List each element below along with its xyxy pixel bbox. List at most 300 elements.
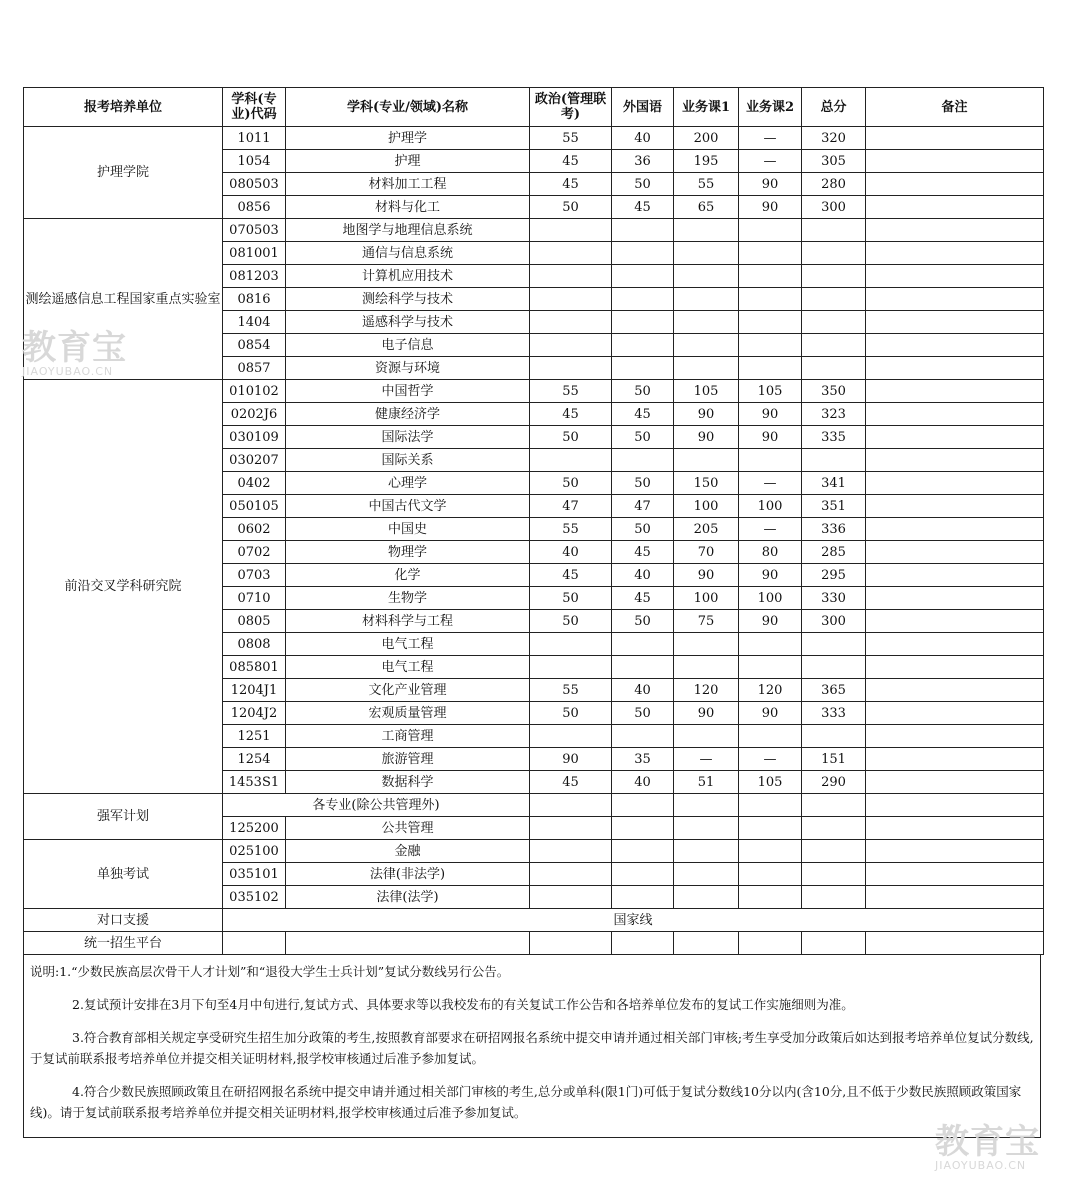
- remark-cell: [866, 127, 1044, 150]
- course1-cell: [674, 817, 739, 840]
- note-1: 说明:1.“少数民族高层次骨干人才计划”和“退役大学生士兵计划”复试分数线另行公告。: [30, 964, 510, 979]
- foreign-score-cell: [612, 219, 674, 242]
- watermark-right: [935, 1122, 1040, 1172]
- foreign-cell: [612, 886, 674, 909]
- course1-score-cell: [674, 656, 739, 679]
- total-score-cell: [802, 288, 866, 311]
- major-name-cell: 通信与信息系统: [286, 242, 530, 265]
- code-cell: 081001: [223, 242, 286, 265]
- total-score-cell: 336: [802, 518, 866, 541]
- course2-score-cell: 90: [739, 702, 802, 725]
- politics-score-cell: 50: [530, 702, 612, 725]
- remark-cell: [866, 426, 1044, 449]
- politics-score-cell: [530, 242, 612, 265]
- code-cell: 030207: [223, 449, 286, 472]
- course2-cell: [739, 840, 802, 863]
- watermark-brand: 教育宝: [935, 1122, 1040, 1162]
- remark-cell: [866, 587, 1044, 610]
- header-code: 学科(专业)代码: [223, 88, 286, 127]
- course2-score-cell: 120: [739, 679, 802, 702]
- politics-score-cell: [530, 633, 612, 656]
- header-course1: 业务课1: [674, 88, 739, 127]
- foreign-score-cell: 50: [612, 380, 674, 403]
- course1-score-cell: 120: [674, 679, 739, 702]
- major-name-cell: 计算机应用技术: [286, 265, 530, 288]
- remark-cell: [866, 219, 1044, 242]
- total-score-cell: 295: [802, 564, 866, 587]
- table-row: [24, 932, 1044, 955]
- foreign-score-cell: 40: [612, 679, 674, 702]
- politics-score-cell: 45: [530, 403, 612, 426]
- politics-cell: [530, 794, 612, 817]
- code-cell: 1204J1: [223, 679, 286, 702]
- code-cell: 0710: [223, 587, 286, 610]
- foreign-score-cell: 50: [612, 610, 674, 633]
- course2-score-cell: [739, 334, 802, 357]
- foreign-score-cell: 40: [612, 771, 674, 794]
- course1-score-cell: [674, 357, 739, 380]
- course1-score-cell: [674, 334, 739, 357]
- code-cell: 070503: [223, 219, 286, 242]
- politics-cell: [530, 817, 612, 840]
- politics-cell: [530, 840, 612, 863]
- politics-score-cell: [530, 656, 612, 679]
- politics-score-cell: [530, 219, 612, 242]
- major-name-cell: 地图学与地理信息系统: [286, 219, 530, 242]
- foreign-score-cell: 50: [612, 702, 674, 725]
- code-cell: 1254: [223, 748, 286, 771]
- code-cell: 0202J6: [223, 403, 286, 426]
- total-score-cell: 365: [802, 679, 866, 702]
- course1-score-cell: [674, 449, 739, 472]
- total-score-cell: [802, 242, 866, 265]
- major-name-cell: 材料科学与工程: [286, 610, 530, 633]
- code-cell: 1251: [223, 725, 286, 748]
- course2-score-cell: 90: [739, 426, 802, 449]
- major-name-cell: 工商管理: [286, 725, 530, 748]
- remark-cell: [866, 679, 1044, 702]
- politics-score-cell: 47: [530, 495, 612, 518]
- remark-cell: [866, 288, 1044, 311]
- course2-cell: [739, 794, 802, 817]
- total-score-cell: 320: [802, 127, 866, 150]
- remark-cell: [866, 932, 1044, 955]
- course2-score-cell: 90: [739, 564, 802, 587]
- remark-cell: [866, 771, 1044, 794]
- code-cell: 0856: [223, 196, 286, 219]
- total-score-cell: 280: [802, 173, 866, 196]
- foreign-score-cell: 45: [612, 541, 674, 564]
- course1-cell: [674, 840, 739, 863]
- note-3: 3.符合教育部相关规定享受研究生招生加分政策的考生,按照教育部要求在研招网报名系统中提交申请并通过相关部门审核;考生享受加分政策后如达到报考培养单位复试分数线,于复试前联系报考培养单位并提交相关证明材料,报学校审核通过后准予参加复试。: [30, 1030, 1034, 1066]
- foreign-score-cell: 40: [612, 127, 674, 150]
- total-score-cell: 351: [802, 495, 866, 518]
- remark-cell: [866, 357, 1044, 380]
- foreign-score-cell: 45: [612, 196, 674, 219]
- unit-cell: 单独考试: [24, 840, 223, 909]
- foreign-score-cell: [612, 449, 674, 472]
- code-cell: 085801: [223, 656, 286, 679]
- total-score-cell: 350: [802, 380, 866, 403]
- table-body: [24, 127, 1044, 955]
- politics-score-cell: [530, 311, 612, 334]
- politics-score-cell: [530, 334, 612, 357]
- score-table: [23, 87, 1044, 955]
- foreign-score-cell: 45: [612, 587, 674, 610]
- watermark-left: [22, 328, 127, 378]
- foreign-score-cell: [612, 242, 674, 265]
- major-name-cell: 公共管理: [286, 817, 530, 840]
- course1-score-cell: 195: [674, 150, 739, 173]
- foreign-score-cell: [612, 633, 674, 656]
- code-cell: 0702: [223, 541, 286, 564]
- course1-score-cell: 205: [674, 518, 739, 541]
- course1-score-cell: 105: [674, 380, 739, 403]
- course1-score-cell: 51: [674, 771, 739, 794]
- total-score-cell: [802, 265, 866, 288]
- course1-score-cell: 100: [674, 587, 739, 610]
- total-score-cell: [802, 449, 866, 472]
- politics-score-cell: 45: [530, 564, 612, 587]
- major-name-cell: 资源与环境: [286, 357, 530, 380]
- course1-cell: [674, 863, 739, 886]
- major-name-cell: 法律(法学): [286, 886, 530, 909]
- course1-score-cell: 90: [674, 702, 739, 725]
- code-cell: 1011: [223, 127, 286, 150]
- major-name-cell: 旅游管理: [286, 748, 530, 771]
- course2-score-cell: 80: [739, 541, 802, 564]
- politics-score-cell: [530, 725, 612, 748]
- foreign-score-cell: 50: [612, 472, 674, 495]
- course2-cell: [739, 886, 802, 909]
- total-score-cell: 290: [802, 771, 866, 794]
- remark-cell: [866, 610, 1044, 633]
- code-cell: 0808: [223, 633, 286, 656]
- total-score-cell: 305: [802, 150, 866, 173]
- major-name-cell: 法律(非法学): [286, 863, 530, 886]
- course1-score-cell: [674, 242, 739, 265]
- major-name-cell: 文化产业管理: [286, 679, 530, 702]
- code-cell: 0703: [223, 564, 286, 587]
- course1-score-cell: 65: [674, 196, 739, 219]
- course2-score-cell: —: [739, 748, 802, 771]
- header-unit: 报考培养单位: [24, 88, 223, 127]
- course1-cell: [674, 794, 739, 817]
- course1-score-cell: 150: [674, 472, 739, 495]
- foreign-score-cell: 36: [612, 150, 674, 173]
- course2-score-cell: 90: [739, 173, 802, 196]
- course2-score-cell: —: [739, 518, 802, 541]
- code-cell: 080503: [223, 173, 286, 196]
- major-name-cell: 物理学: [286, 541, 530, 564]
- table-row: [24, 127, 1044, 150]
- notes-section: [23, 955, 1041, 1138]
- foreign-score-cell: 50: [612, 173, 674, 196]
- major-name-cell: 材料与化工: [286, 196, 530, 219]
- major-name-cell: 电子信息: [286, 334, 530, 357]
- code-cell: 0854: [223, 334, 286, 357]
- major-name-cell: 材料加工工程: [286, 173, 530, 196]
- total-score-cell: 341: [802, 472, 866, 495]
- politics-score-cell: 55: [530, 127, 612, 150]
- course2-cell: [739, 863, 802, 886]
- major-name-cell: 测绘科学与技术: [286, 288, 530, 311]
- header-foreign: 外国语: [612, 88, 674, 127]
- code-cell: 050105: [223, 495, 286, 518]
- politics-score-cell: [530, 265, 612, 288]
- code-cell: 025100: [223, 840, 286, 863]
- major-name-cell: 宏观质量管理: [286, 702, 530, 725]
- politics-cell: [530, 863, 612, 886]
- politics-score-cell: 55: [530, 518, 612, 541]
- politics-score-cell: [530, 288, 612, 311]
- foreign-cell: [612, 794, 674, 817]
- total-score-cell: [802, 334, 866, 357]
- remark-cell: [866, 541, 1044, 564]
- course2-score-cell: 90: [739, 403, 802, 426]
- foreign-score-cell: [612, 265, 674, 288]
- course2-cell: [739, 817, 802, 840]
- header-remark: 备注: [866, 88, 1044, 127]
- total-score-cell: 285: [802, 541, 866, 564]
- code-cell: 035102: [223, 886, 286, 909]
- remark-cell: [866, 702, 1044, 725]
- code-cell: 035101: [223, 863, 286, 886]
- remark-cell: [866, 656, 1044, 679]
- course1-score-cell: [674, 311, 739, 334]
- total-cell: [802, 886, 866, 909]
- foreign-score-cell: 50: [612, 426, 674, 449]
- remark-cell: [866, 150, 1044, 173]
- course1-score-cell: —: [674, 748, 739, 771]
- code-cell: 0602: [223, 518, 286, 541]
- total-cell: [802, 794, 866, 817]
- course2-score-cell: 105: [739, 380, 802, 403]
- table-row: [24, 219, 1044, 242]
- course1-score-cell: [674, 633, 739, 656]
- politics-score-cell: 55: [530, 380, 612, 403]
- foreign-score-cell: 45: [612, 403, 674, 426]
- remark-cell: [866, 472, 1044, 495]
- unit-cell: 对口支援: [24, 909, 223, 932]
- politics-score-cell: 50: [530, 426, 612, 449]
- table-row: [24, 840, 1044, 863]
- remark-cell: [866, 840, 1044, 863]
- course2-score-cell: [739, 656, 802, 679]
- major-name-cell: 金融: [286, 840, 530, 863]
- code-cell: 1453S1: [223, 771, 286, 794]
- foreign-cell: [612, 817, 674, 840]
- course1-cell: [674, 932, 739, 955]
- course2-score-cell: 105: [739, 771, 802, 794]
- code-cell: 0402: [223, 472, 286, 495]
- total-score-cell: 151: [802, 748, 866, 771]
- remark-cell: [866, 794, 1044, 817]
- header-name: 学科(专业/领域)名称: [286, 88, 530, 127]
- table-row: [24, 380, 1044, 403]
- code-cell: 0816: [223, 288, 286, 311]
- total-score-cell: 330: [802, 587, 866, 610]
- note-2: 2.复试预计安排在3月下旬至4月中旬进行,复试方式、具体要求等以我校发布的有关复试工作公告和各培养单位发布的复试工作实施细则为准。: [72, 997, 854, 1012]
- major-name-cell: 中国古代文学: [286, 495, 530, 518]
- major-name-cell: 化学: [286, 564, 530, 587]
- course2-score-cell: [739, 311, 802, 334]
- foreign-score-cell: [612, 725, 674, 748]
- course2-score-cell: [739, 242, 802, 265]
- header-politics: 政治(管理联考): [530, 88, 612, 127]
- total-score-cell: 300: [802, 196, 866, 219]
- remark-cell: [866, 495, 1044, 518]
- course2-cell: [739, 932, 802, 955]
- politics-score-cell: 55: [530, 679, 612, 702]
- foreign-score-cell: 35: [612, 748, 674, 771]
- header-row: [24, 88, 1044, 127]
- table-row: [24, 909, 1044, 932]
- major-name-cell: 各专业(除公共管理外): [223, 794, 530, 817]
- foreign-score-cell: [612, 311, 674, 334]
- politics-score-cell: 45: [530, 771, 612, 794]
- total-score-cell: [802, 311, 866, 334]
- course1-score-cell: 55: [674, 173, 739, 196]
- course2-score-cell: [739, 449, 802, 472]
- politics-score-cell: 45: [530, 173, 612, 196]
- course1-score-cell: 90: [674, 564, 739, 587]
- major-name-cell: 护理: [286, 150, 530, 173]
- unit-cell: 统一招生平台: [24, 932, 223, 955]
- remark-cell: [866, 886, 1044, 909]
- remark-cell: [866, 196, 1044, 219]
- watermark-brand: 教育宝: [22, 328, 127, 368]
- course2-score-cell: [739, 265, 802, 288]
- national-line-cell: 国家线: [223, 909, 1044, 932]
- course2-score-cell: —: [739, 127, 802, 150]
- watermark-domain: JIAOYUBAO.CN: [22, 365, 114, 378]
- total-score-cell: [802, 656, 866, 679]
- code-cell: 0857: [223, 357, 286, 380]
- code-cell: 010102: [223, 380, 286, 403]
- total-cell: [802, 840, 866, 863]
- total-score-cell: [802, 633, 866, 656]
- major-name-cell: 健康经济学: [286, 403, 530, 426]
- politics-score-cell: 50: [530, 196, 612, 219]
- watermark-domain: JIAOYUBAO.CN: [935, 1159, 1027, 1172]
- header-course2: 业务课2: [739, 88, 802, 127]
- remark-cell: [866, 403, 1044, 426]
- remark-cell: [866, 817, 1044, 840]
- major-name-cell: 生物学: [286, 587, 530, 610]
- header-total: 总分: [802, 88, 866, 127]
- major-name-cell: 中国史: [286, 518, 530, 541]
- course2-score-cell: 90: [739, 196, 802, 219]
- course2-score-cell: [739, 288, 802, 311]
- politics-cell: [530, 886, 612, 909]
- major-name-cell: 数据科学: [286, 771, 530, 794]
- total-score-cell: [802, 357, 866, 380]
- total-score-cell: 300: [802, 610, 866, 633]
- remark-cell: [866, 748, 1044, 771]
- politics-score-cell: [530, 357, 612, 380]
- foreign-score-cell: [612, 357, 674, 380]
- code-cell: 0805: [223, 610, 286, 633]
- code-cell: 1204J2: [223, 702, 286, 725]
- remark-cell: [866, 311, 1044, 334]
- course1-score-cell: [674, 265, 739, 288]
- remark-cell: [866, 334, 1044, 357]
- course2-score-cell: 90: [739, 610, 802, 633]
- unit-cell: 强军计划: [24, 794, 223, 840]
- course1-score-cell: 200: [674, 127, 739, 150]
- unit-cell: 前沿交叉学科研究院: [24, 380, 223, 794]
- foreign-score-cell: [612, 334, 674, 357]
- remark-cell: [866, 863, 1044, 886]
- unit-cell: 护理学院: [24, 127, 223, 219]
- foreign-score-cell: 40: [612, 564, 674, 587]
- total-score-cell: 333: [802, 702, 866, 725]
- politics-score-cell: 50: [530, 610, 612, 633]
- remark-cell: [866, 449, 1044, 472]
- course1-score-cell: [674, 219, 739, 242]
- course2-score-cell: [739, 219, 802, 242]
- code-cell: 125200: [223, 817, 286, 840]
- table-row: [24, 794, 1044, 817]
- politics-score-cell: [530, 449, 612, 472]
- course2-score-cell: [739, 725, 802, 748]
- course1-cell: [674, 886, 739, 909]
- course1-score-cell: [674, 725, 739, 748]
- remark-cell: [866, 725, 1044, 748]
- remark-cell: [866, 173, 1044, 196]
- total-score-cell: 323: [802, 403, 866, 426]
- total-cell: [802, 817, 866, 840]
- major-name-cell: 电气工程: [286, 633, 530, 656]
- course2-score-cell: [739, 633, 802, 656]
- foreign-score-cell: 47: [612, 495, 674, 518]
- major-name-cell: [286, 932, 530, 955]
- course1-score-cell: 100: [674, 495, 739, 518]
- politics-score-cell: 90: [530, 748, 612, 771]
- code-cell: 1404: [223, 311, 286, 334]
- politics-score-cell: 50: [530, 587, 612, 610]
- major-name-cell: 遥感科学与技术: [286, 311, 530, 334]
- foreign-score-cell: [612, 656, 674, 679]
- course1-score-cell: 75: [674, 610, 739, 633]
- foreign-cell: [612, 840, 674, 863]
- major-name-cell: 电气工程: [286, 656, 530, 679]
- remark-cell: [866, 380, 1044, 403]
- remark-cell: [866, 564, 1044, 587]
- course2-score-cell: 100: [739, 587, 802, 610]
- course1-score-cell: [674, 288, 739, 311]
- remark-cell: [866, 633, 1044, 656]
- politics-cell: [530, 932, 612, 955]
- total-score-cell: [802, 725, 866, 748]
- total-cell: [802, 932, 866, 955]
- major-name-cell: 护理学: [286, 127, 530, 150]
- code-cell: 081203: [223, 265, 286, 288]
- remark-cell: [866, 242, 1044, 265]
- code-cell: 030109: [223, 426, 286, 449]
- major-name-cell: 国际法学: [286, 426, 530, 449]
- politics-score-cell: 50: [530, 472, 612, 495]
- total-score-cell: [802, 219, 866, 242]
- foreign-cell: [612, 932, 674, 955]
- remark-cell: [866, 265, 1044, 288]
- remark-cell: [866, 518, 1044, 541]
- foreign-cell: [612, 863, 674, 886]
- code-cell: 1054: [223, 150, 286, 173]
- course2-score-cell: [739, 357, 802, 380]
- foreign-score-cell: 50: [612, 518, 674, 541]
